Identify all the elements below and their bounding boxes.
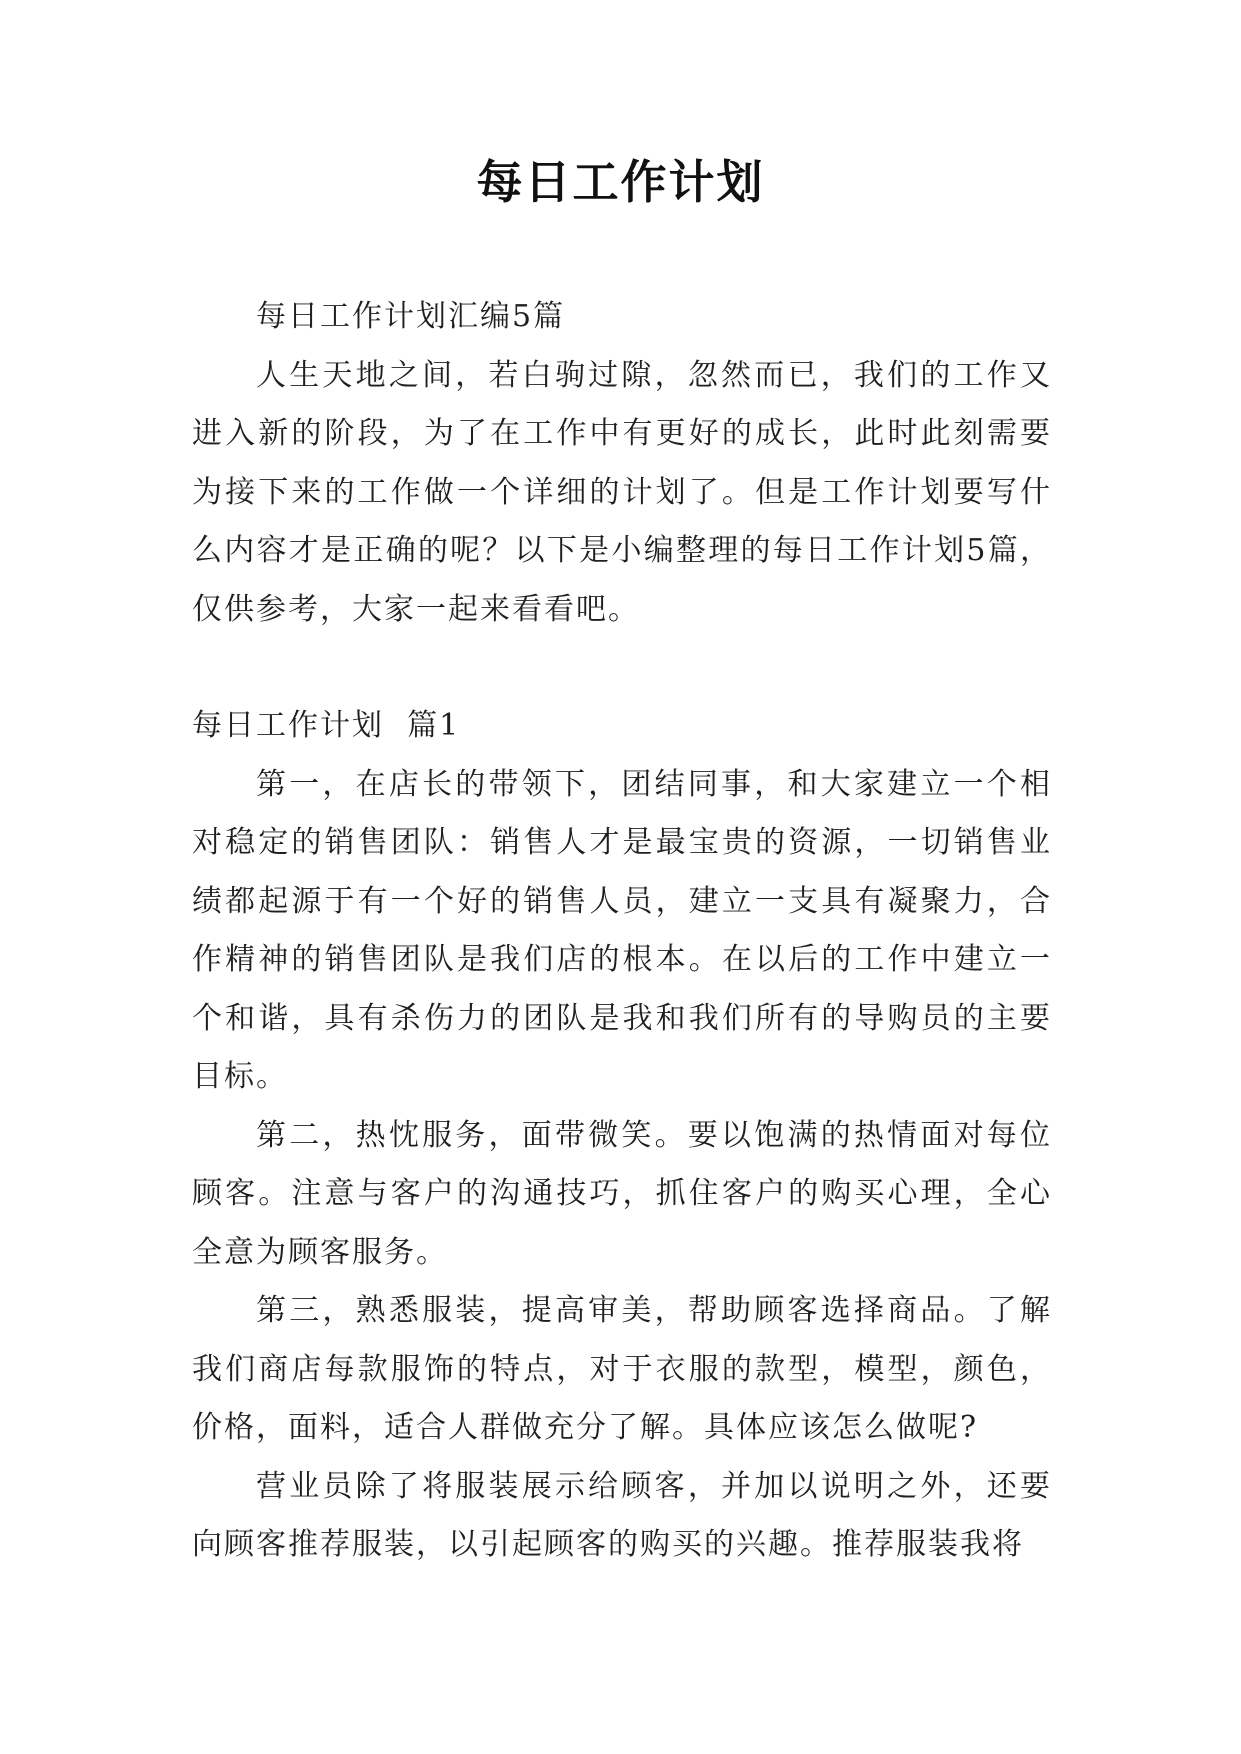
section-heading: 每日工作计划 篇1: [192, 708, 461, 743]
intro-paragraph: 人生天地之间，若白驹过隙，忽然而已，我们的工作又进入新的阶段，为了在工作中有更好的成长，此时此刻需要为接下来的工作做一个详细的计划了。但是工作计划要写什么内容才是正确的呢？以下是小编整理的每日工作计划5篇，仅供参考，大家一起来看看吧。: [192, 357, 1052, 627]
body-paragraph-4: 营业员除了将服装展示给顾客，并加以说明之外，还要向顾客推荐服装，以引起顾客的购买的兴趣。推荐服装我将: [192, 1468, 1052, 1562]
document-title: 每日工作计划: [476, 155, 765, 209]
body-paragraph-1: 第一，在店长的带领下，团结同事，和大家建立一个相对稳定的销售团队：销售人才是最宝贵的资源，一切销售业绩都起源于有一个好的销售人员，建立一支具有凝聚力，合作精神的销售团队是我们店的根本。在以后的工作中建立一个和谐，具有杀伤力的团队是我和我们所有的导购员的主要目标。: [192, 766, 1052, 1094]
body-paragraph-3: 第三，熟悉服装，提高审美，帮助顾客选择商品。了解我们商店每款服饰的特点，对于衣服的款型，模型，颜色，价格，面料，适合人群做充分了解。具体应该怎么做呢?: [192, 1293, 1052, 1445]
body-paragraph-2: 第二，热忱服务，面带微笑。要以饱满的热情面对每位顾客。注意与客户的沟通技巧，抓住客户的购买心理，全心全意为顾客服务。: [192, 1117, 1052, 1270]
document-subtitle: 每日工作计划汇编5篇: [256, 299, 566, 334]
document-body: [192, 288, 1052, 1575]
paragraph-spacer: [192, 639, 1052, 697]
